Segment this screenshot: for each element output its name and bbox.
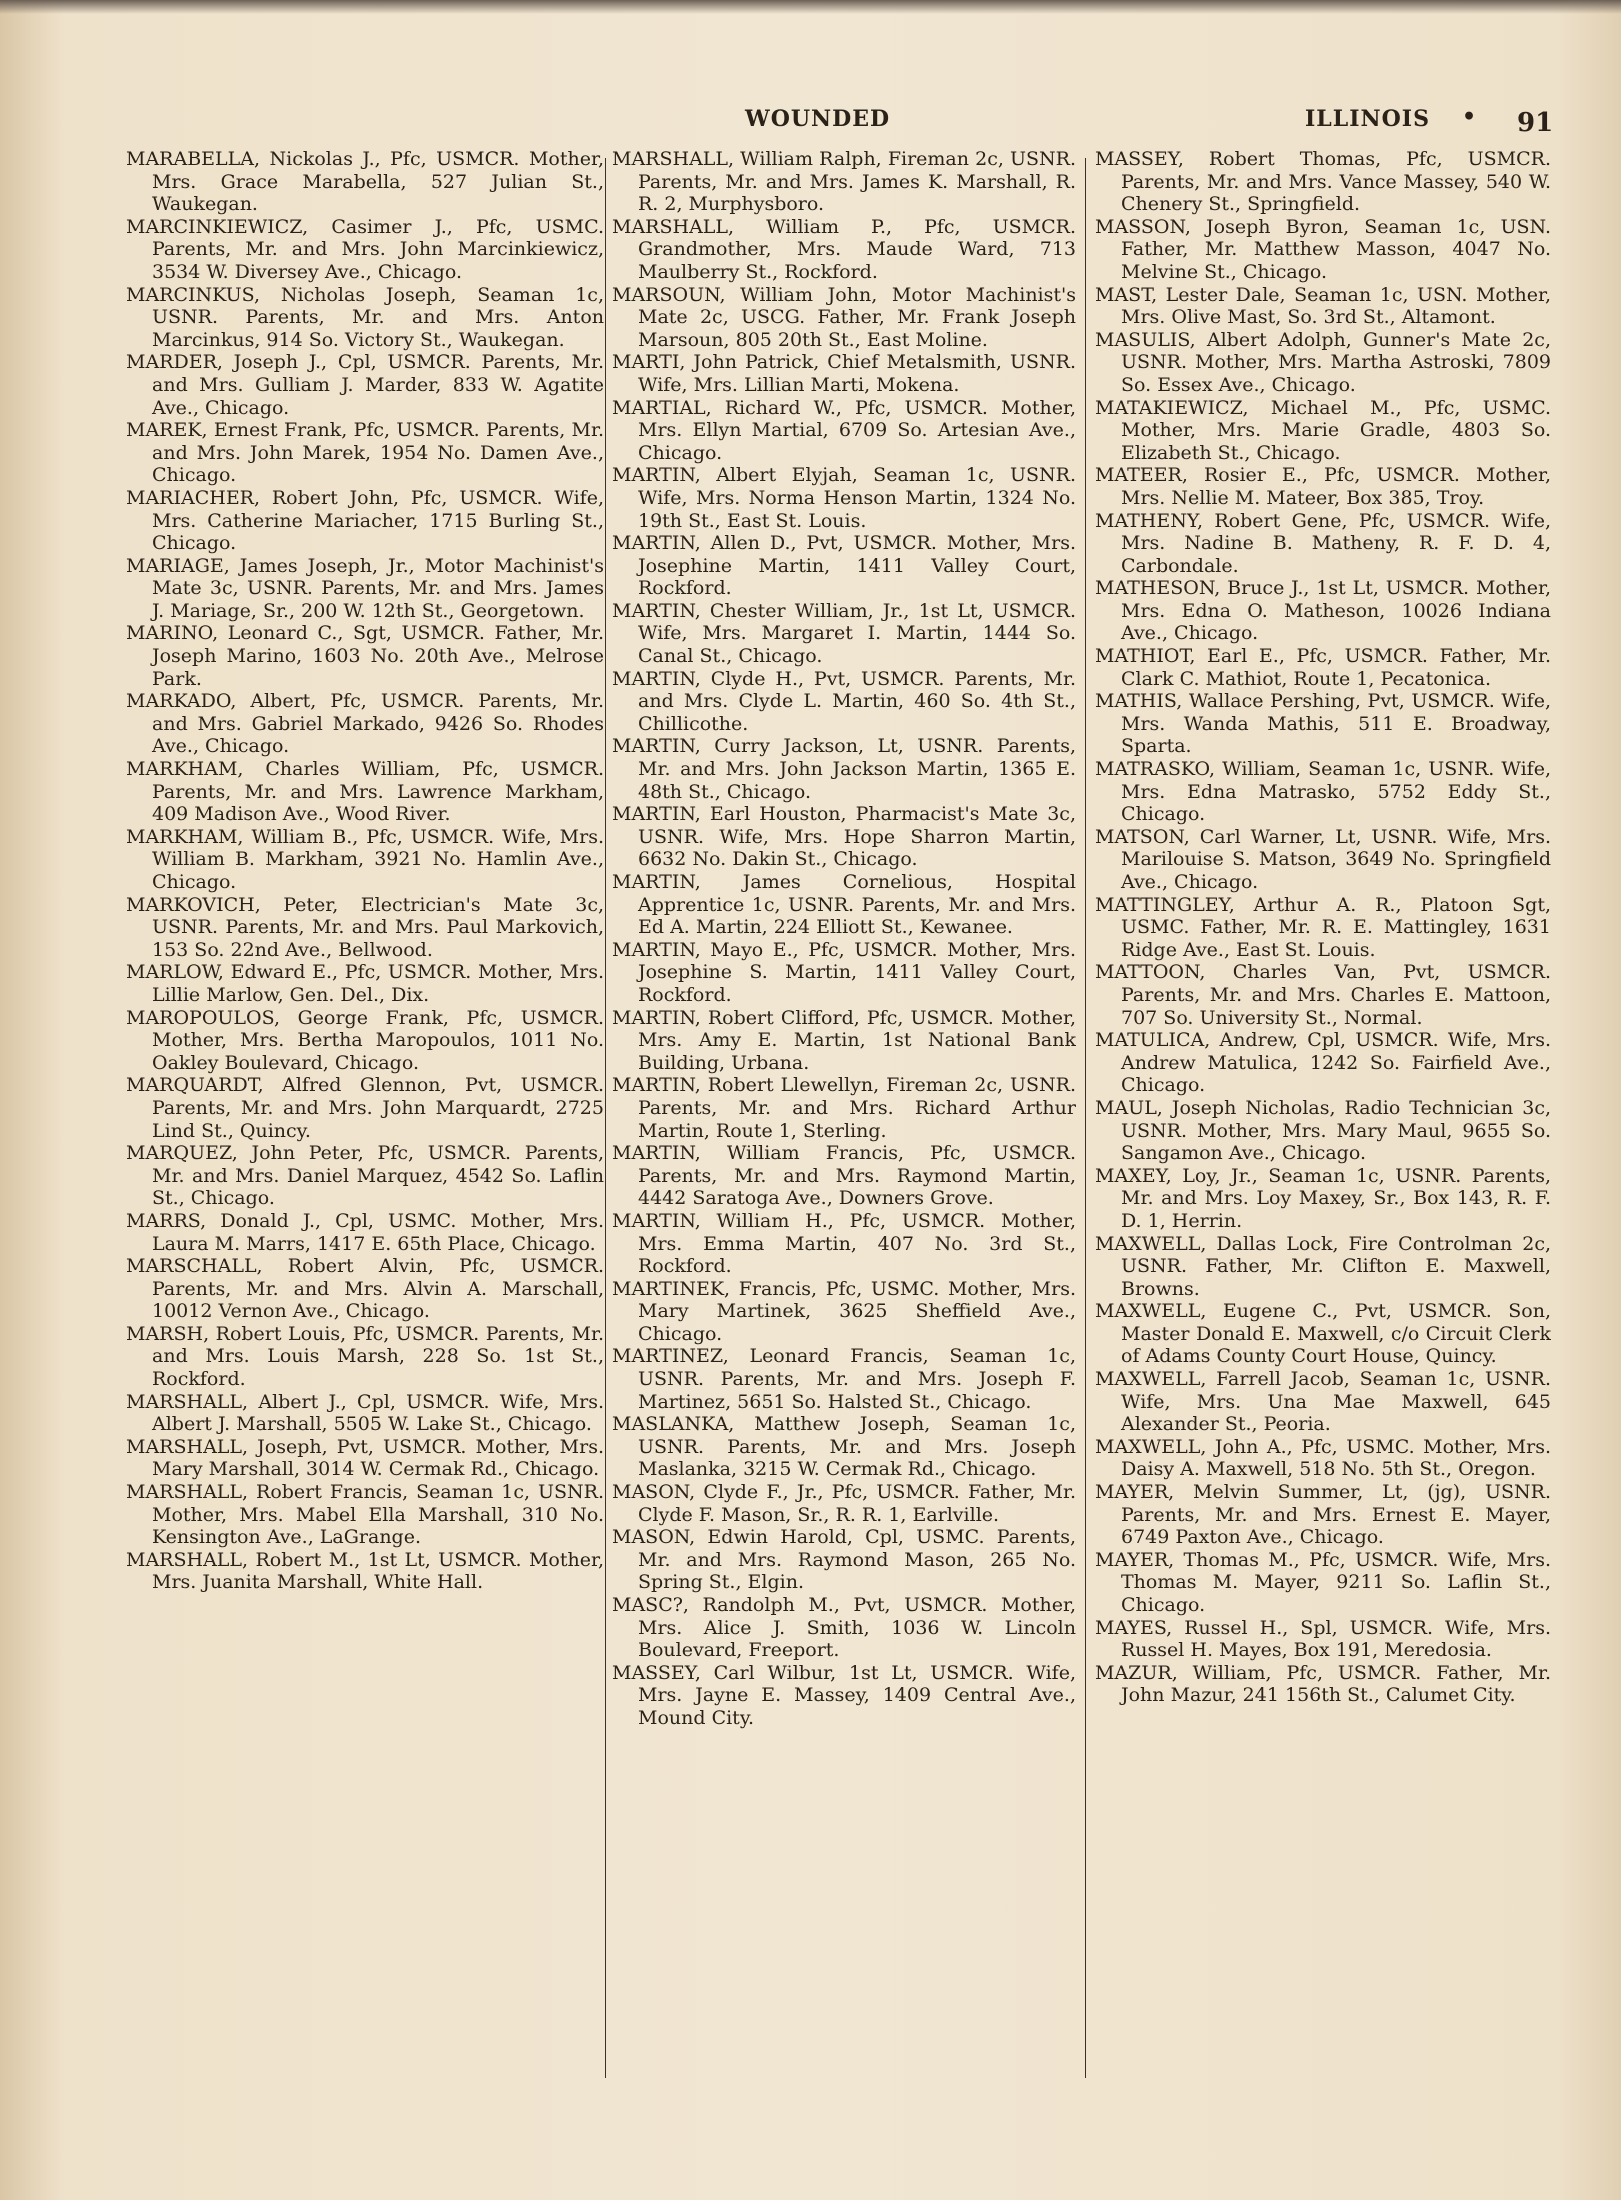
casualty-entry: MASSON, Joseph Byron, Seaman 1c, USN. Father, Mr. Matthew Masson, 4047 No. Melvine St., Chicago.: [1095, 215, 1551, 283]
casualty-entry: MARSHALL, William P., Pfc, USMCR. Grandmother, Mrs. Maude Ward, 713 Maulberry St., Rockford.: [612, 215, 1076, 283]
casualty-entry: MARSOUN, William John, Motor Machinist's Mate 2c, USCG. Father, Mr. Frank Joseph Marsoun, 805 20th St., East Moline.: [612, 283, 1076, 351]
section-title: WOUNDED: [745, 106, 891, 132]
casualty-entry: MARTIN, Clyde H., Pvt, USMCR. Parents, Mr. and Mrs. Clyde L. Martin, 460 So. 4th St., Chillicothe.: [612, 667, 1076, 735]
casualty-entry: MARIAGE, James Joseph, Jr., Motor Machinist's Mate 3c, USNR. Parents, Mr. and Mrs. James J. Mariage, Sr., 200 W. 12th St., Georgetown.: [126, 554, 604, 622]
casualty-entry: MARLOW, Edward E., Pfc, USMCR. Mother, Mrs. Lillie Marlow, Gen. Del., Dix.: [126, 961, 604, 1006]
casualty-entry: MARTIN, Robert Clifford, Pfc, USMCR. Mother, Mrs. Amy E. Martin, 1st National Bank Building, Urbana.: [612, 1006, 1076, 1074]
casualty-entry: MAUL, Joseph Nicholas, Radio Technician 3c, USNR. Mother, Mrs. Mary Maul, 9655 So. Sangamon Ave., Chicago.: [1095, 1096, 1551, 1165]
casualty-entry: MARSHALL, Robert M., 1st Lt, USMCR. Mother, Mrs. Juanita Marshall, White Hall.: [126, 1548, 604, 1594]
casualty-entry: MAXEY, Loy, Jr., Seaman 1c, USNR. Parents, Mr. and Mrs. Loy Maxey, Sr., Box 143, R. F. D. 1, Herrin.: [1095, 1164, 1551, 1232]
casualty-entry: MARKADO, Albert, Pfc, USMCR. Parents, Mr. and Mrs. Gabriel Markado, 9426 So. Rhodes Ave., Chicago.: [126, 690, 604, 758]
casualty-entry: MATRASKO, William, Seaman 1c, USNR. Wife, Mrs. Edna Matrasko, 5752 Eddy St., Chicago.: [1095, 758, 1551, 826]
casualty-entry: MASON, Edwin Harold, Cpl, USMC. Parents, Mr. and Mrs. Raymond Mason, 265 No. Spring St., Elgin.: [612, 1526, 1076, 1594]
casualty-entry: MAXWELL, John A., Pfc, USMC. Mother, Mrs. Daisy A. Maxwell, 518 No. 5th St., Oregon.: [1095, 1435, 1551, 1481]
casualty-entry: MASLANKA, Matthew Joseph, Seaman 1c, USNR. Parents, Mr. and Mrs. Joseph Maslanka, 3215 W. Cermak Rd., Chicago.: [612, 1413, 1076, 1481]
casualty-entry: MARKHAM, Charles William, Pfc, USMCR. Parents, Mr. and Mrs. Lawrence Markham, 409 Madison Ave., Wood River.: [126, 758, 604, 826]
casualty-entry: MARRS, Donald J., Cpl, USMC. Mother, Mrs. Laura M. Marrs, 1417 E. 65th Place, Chicago.: [126, 1209, 604, 1255]
casualty-entry: MAXWELL, Farrell Jacob, Seaman 1c, USNR. Wife, Mrs. Una Mae Maxwell, 645 Alexander St., Peoria.: [1095, 1368, 1551, 1436]
casualty-entry: MARTIN, Chester William, Jr., 1st Lt, USMCR. Wife, Mrs. Margaret I. Martin, 1444 So. Canal St., Chicago.: [612, 599, 1076, 668]
bullet-separator: •: [1462, 104, 1477, 130]
casualty-entry: MATHIOT, Earl E., Pfc, USMCR. Father, Mr. Clark C. Mathiot, Route 1, Pecatonica.: [1095, 645, 1551, 690]
casualty-entry: MARABELLA, Nickolas J., Pfc, USMCR. Mother, Mrs. Grace Marabella, 527 Julian St., Waukegan.: [126, 148, 604, 216]
casualty-entry: MATHESON, Bruce J., 1st Lt, USMCR. Mother, Mrs. Edna O. Matheson, 10026 Indiana Ave., Chicago.: [1095, 577, 1551, 645]
casualty-entry: MARTINEK, Francis, Pfc, USMC. Mother, Mrs. Mary Martinek, 3625 Sheffield Ave., Chicago.: [612, 1277, 1076, 1345]
state-heading: ILLINOIS: [1305, 106, 1430, 132]
casualty-entry: MARSHALL, Joseph, Pvt, USMCR. Mother, Mrs. Mary Marshall, 3014 W. Cermak Rd., Chicago.: [126, 1435, 604, 1481]
casualty-entry: MARTIN, Mayo E., Pfc, USMCR. Mother, Mrs. Josephine S. Martin, 1411 Valley Court, Rockford.: [612, 938, 1076, 1006]
casualty-entry: MARQUARDT, Alfred Glennon, Pvt, USMCR. Parents, Mr. and Mrs. John Marquardt, 2725 Lind St., Quincy.: [126, 1074, 604, 1142]
casualty-entry: MAST, Lester Dale, Seaman 1c, USN. Mother, Mrs. Olive Mast, So. 3rd St., Altamont.: [1095, 283, 1551, 329]
column-1: [126, 148, 604, 2098]
casualty-entry: MARTIN, Earl Houston, Pharmacist's Mate 3c, USNR. Wife, Mrs. Hope Sharron Martin, 6632 No. Dakin St., Chicago.: [612, 803, 1076, 871]
casualty-entry: MARTIN, William Francis, Pfc, USMCR. Parents, Mr. and Mrs. Raymond Martin, 4442 Saratoga Ave., Downers Grove.: [612, 1142, 1076, 1210]
casualty-entry: MARCINKUS, Nicholas Joseph, Seaman 1c, USNR. Parents, Mr. and Mrs. Anton Marcinkus, 914 So. Victory St., Waukegan.: [126, 283, 604, 351]
casualty-entry: MARSH, Robert Louis, Pfc, USMCR. Parents, Mr. and Mrs. Louis Marsh, 228 So. 1st St., Rockford.: [126, 1322, 604, 1391]
column-divider: [1085, 158, 1086, 2078]
casualty-entry: MASSEY, Carl Wilbur, 1st Lt, USMCR. Wife, Mrs. Jayne E. Massey, 1409 Central Ave., Mound City.: [612, 1661, 1076, 1729]
casualty-entry: MASC?, Randolph M., Pvt, USMCR. Mother, Mrs. Alice J. Smith, 1036 W. Lincoln Boulevard, Freeport.: [612, 1594, 1076, 1662]
casualty-entry: MAREK, Ernest Frank, Pfc, USMCR. Parents, Mr. and Mrs. John Marek, 1954 No. Damen Ave., Chicago.: [126, 419, 604, 487]
casualty-entry: MARSHALL, William Ralph, Fireman 2c, USNR. Parents, Mr. and Mrs. James K. Marshall, R. R. 2, Murphysboro.: [612, 148, 1076, 216]
casualty-entry: MATULICA, Andrew, Cpl, USMCR. Wife, Mrs. Andrew Matulica, 1242 So. Fairfield Ave., Chicago.: [1095, 1029, 1551, 1097]
page-header: [0, 106, 1621, 146]
casualty-entry: MAYES, Russel H., Spl, USMCR. Wife, Mrs. Russel H. Mayes, Box 191, Meredosia.: [1095, 1616, 1551, 1662]
casualty-entry: MARTIN, James Cornelious, Hospital Apprentice 1c, USNR. Parents, Mr. and Mrs. Ed A. Martin, 224 Elliott St., Kewanee.: [612, 871, 1076, 939]
casualty-entry: MATHENY, Robert Gene, Pfc, USMCR. Wife, Mrs. Nadine B. Matheny, R. F. D. 4, Carbondale.: [1095, 509, 1551, 577]
casualty-entry: MARSHALL, Robert Francis, Seaman 1c, USNR. Mother, Mrs. Mabel Ella Marshall, 310 No. Kensington Ave., LaGrange.: [126, 1481, 604, 1549]
casualty-entry: MARTIAL, Richard W., Pfc, USMCR. Mother, Mrs. Ellyn Martial, 6709 So. Artesian Ave., Chicago.: [612, 396, 1076, 464]
casualty-entry: MAXWELL, Dallas Lock, Fire Controlman 2c, USNR. Father, Mr. Clifton E. Maxwell, Browns.: [1095, 1232, 1551, 1300]
column-divider: [605, 158, 606, 2078]
casualty-entry: MARTIN, Albert Elyjah, Seaman 1c, USNR. Wife, Mrs. Norma Henson Martin, 1324 No. 19th St., East St. Louis.: [612, 464, 1076, 532]
page-number: 91: [1517, 108, 1554, 138]
casualty-entry: MARIACHER, Robert John, Pfc, USMCR. Wife, Mrs. Catherine Mariacher, 1715 Burling St., Chicago.: [126, 486, 604, 555]
casualty-entry: MASON, Clyde F., Jr., Pfc, USMCR. Father, Mr. Clyde F. Mason, Sr., R. R. 1, Earlville.: [612, 1481, 1076, 1526]
casualty-entry: MAROPOULOS, George Frank, Pfc, USMCR. Mother, Mrs. Bertha Maropoulos, 1011 No. Oakley Boulevard, Chicago.: [126, 1006, 604, 1074]
casualty-entry: MARTIN, Curry Jackson, Lt, USNR. Parents, Mr. and Mrs. John Jackson Martin, 1365 E. 48th St., Chicago.: [612, 735, 1076, 803]
casualty-entry: MASULIS, Albert Adolph, Gunner's Mate 2c, USNR. Mother, Mrs. Martha Astroski, 7809 So. Essex Ave., Chicago.: [1095, 328, 1551, 396]
casualty-entry: MARKOVICH, Peter, Electrician's Mate 3c, USNR. Parents, Mr. and Mrs. Paul Markovich, 153 So. 22nd Ave., Bellwood.: [126, 893, 604, 961]
casualty-entry: MARTIN, William H., Pfc, USMCR. Mother, Mrs. Emma Martin, 407 No. 3rd St., Rockford.: [612, 1209, 1076, 1278]
casualty-entry: MARTI, John Patrick, Chief Metalsmith, USNR. Wife, Mrs. Lillian Marti, Mokena.: [612, 351, 1076, 396]
casualty-entry: MARCINKIEWICZ, Casimer J., Pfc, USMC. Parents, Mr. and Mrs. John Marcinkiewicz, 3534 W. Diversey Ave., Chicago.: [126, 215, 604, 283]
casualty-entry: MATSON, Carl Warner, Lt, USNR. Wife, Mrs. Marilouise S. Matson, 3649 No. Springfield Ave., Chicago.: [1095, 825, 1551, 893]
casualty-entry: MAZUR, William, Pfc, USMCR. Father, Mr. John Mazur, 241 156th St., Calumet City.: [1095, 1661, 1551, 1707]
casualty-entry: MARINO, Leonard C., Sgt, USMCR. Father, Mr. Joseph Marino, 1603 No. 20th Ave., Melrose Park.: [126, 622, 604, 690]
casualty-entry: MATTINGLEY, Arthur A. R., Platoon Sgt, USMC. Father, Mr. R. E. Mattingley, 1631 Ridge Ave., East St. Louis.: [1095, 893, 1551, 961]
casualty-entry: MARTIN, Robert Llewellyn, Fireman 2c, USNR. Parents, Mr. and Mrs. Richard Arthur Martin, Route 1, Sterling.: [612, 1074, 1076, 1142]
casualty-entry: MARQUEZ, John Peter, Pfc, USMCR. Parents, Mr. and Mrs. Daniel Marquez, 4542 So. Laflin St., Chicago.: [126, 1142, 604, 1210]
column-2: [612, 148, 1076, 2098]
casualty-entry: MAXWELL, Eugene C., Pvt, USMCR. Son, Master Donald E. Maxwell, c/o Circuit Clerk of Adams County Court House, Quincy.: [1095, 1300, 1551, 1368]
casualty-entry: MASSEY, Robert Thomas, Pfc, USMCR. Parents, Mr. and Mrs. Vance Massey, 540 W. Chenery St., Springfield.: [1095, 148, 1551, 216]
casualty-entry: MARDER, Joseph J., Cpl, USMCR. Parents, Mr. and Mrs. Gulliam J. Marder, 833 W. Agatite Ave., Chicago.: [126, 351, 604, 419]
casualty-entry: MAYER, Thomas M., Pfc, USMCR. Wife, Mrs. Thomas M. Mayer, 9211 So. Laflin St., Chicago.: [1095, 1548, 1551, 1616]
casualty-entry: MATTOON, Charles Van, Pvt, USMCR. Parents, Mr. and Mrs. Charles E. Mattoon, 707 So. University St., Normal.: [1095, 961, 1551, 1029]
page-top-shadow: [0, 0, 1621, 14]
casualty-entry: MAYER, Melvin Summer, Lt, (jg), USNR. Parents, Mr. and Mrs. Ernest E. Mayer, 6749 Paxton Ave., Chicago.: [1095, 1481, 1551, 1549]
casualty-entry: MATEER, Rosier E., Pfc, USMCR. Mother, Mrs. Nellie M. Mateer, Box 385, Troy.: [1095, 464, 1551, 509]
casualty-entry: MARSHALL, Albert J., Cpl, USMCR. Wife, Mrs. Albert J. Marshall, 5505 W. Lake St., Chicago.: [126, 1390, 604, 1436]
casualty-entry: MATAKIEWICZ, Michael M., Pfc, USMC. Mother, Mrs. Marie Gradle, 4803 So. Elizabeth St., Chicago.: [1095, 396, 1551, 464]
column-3: [1095, 148, 1551, 2098]
casualty-entry: MATHIS, Wallace Pershing, Pvt, USMCR. Wife, Mrs. Wanda Mathis, 511 E. Broadway, Sparta.: [1095, 690, 1551, 758]
casualty-entry: MARKHAM, William B., Pfc, USMCR. Wife, Mrs. William B. Markham, 3921 No. Hamlin Ave., Chicago.: [126, 825, 604, 893]
casualty-entry: MARTINEZ, Leonard Francis, Seaman 1c, USNR. Parents, Mr. and Mrs. Joseph F. Martinez, 5651 So. Halsted St., Chicago.: [612, 1345, 1076, 1413]
casualty-entry: MARTIN, Allen D., Pvt, USMCR. Mother, Mrs. Josephine Martin, 1411 Valley Court, Rockford.: [612, 532, 1076, 600]
casualty-entry: MARSCHALL, Robert Alvin, Pfc, USMCR. Parents, Mr. and Mrs. Alvin A. Marschall, 10012 Vernon Ave., Chicago.: [126, 1255, 604, 1323]
